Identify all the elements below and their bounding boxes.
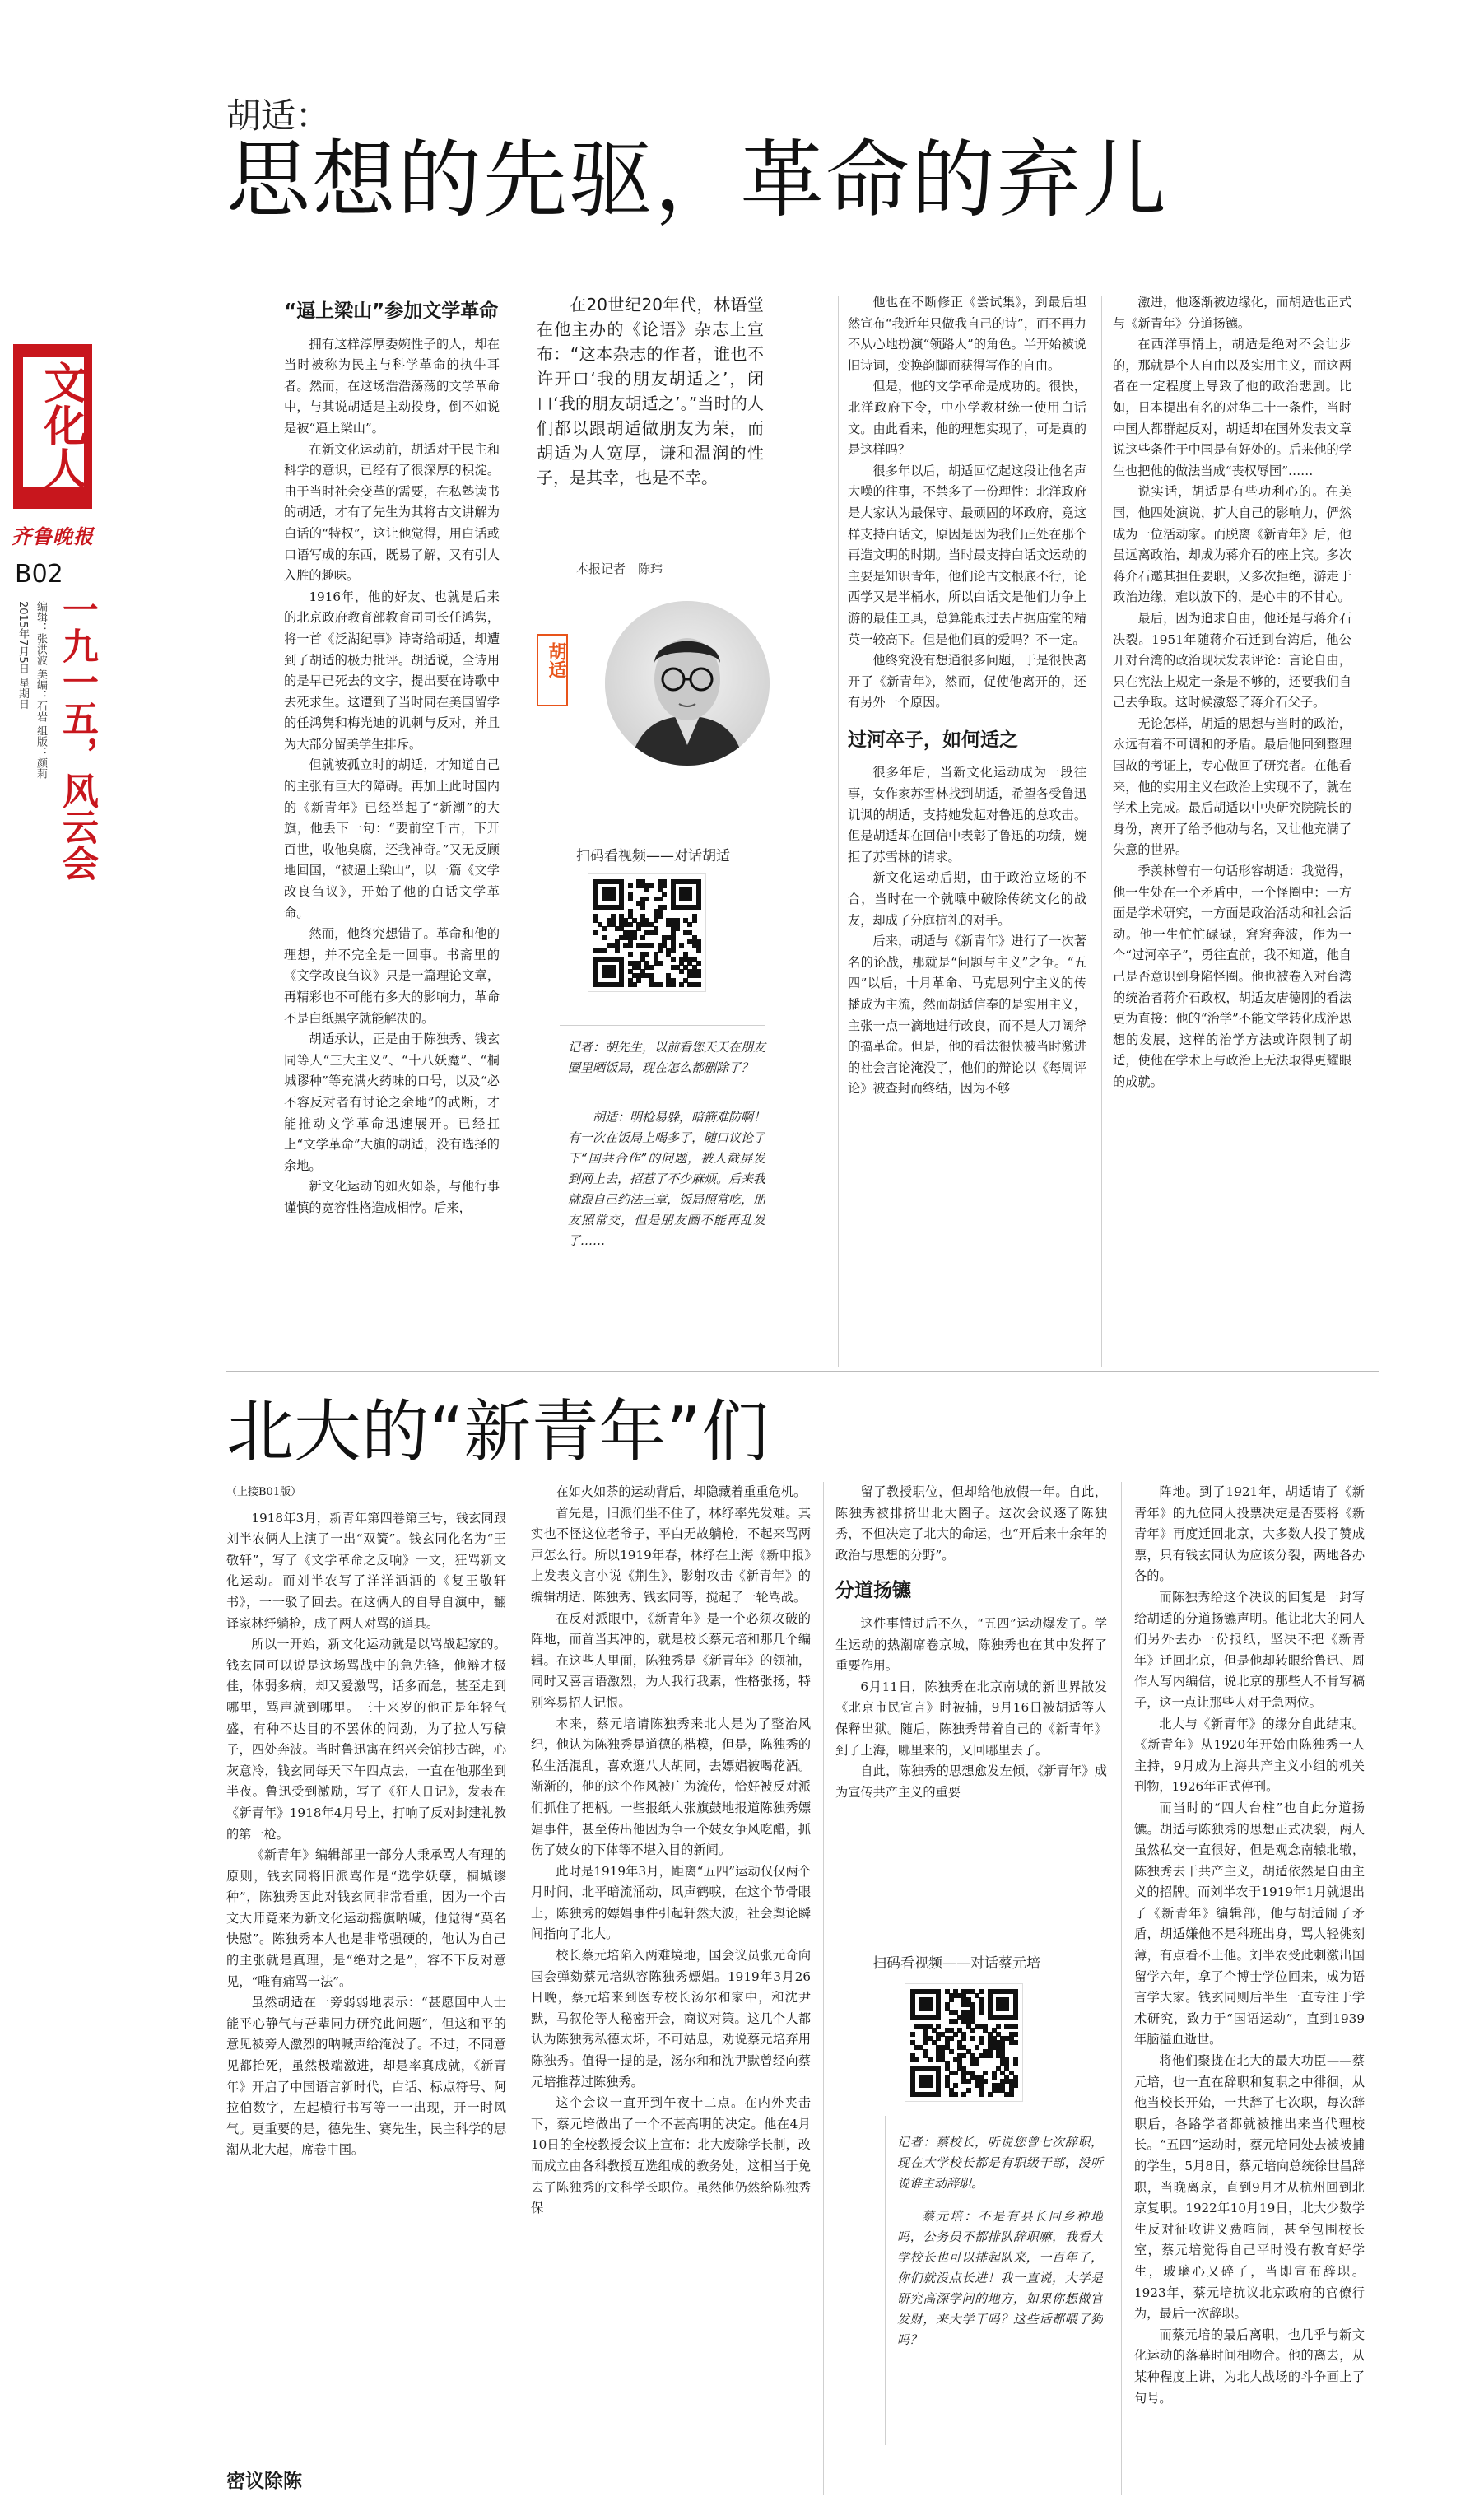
article1-pullquote: 在20世纪20年代，林语堂在他主办的《论语》杂志上宣布：“这本杂志的作者，谁也不许开口‘我的朋友胡适之’，闭口‘我的朋友胡适之’。”当时的人们都以跟胡适做朋友为荣，而胡适为人宽厚，谦和温润的性子，是其幸，也是不幸。: [537, 295, 764, 487]
qr-module: [679, 982, 684, 987]
paragraph: 很多年以后，胡适回忆起这段让他名声大噪的往事，不禁多了一份理性：北洋政府是大家认为最保守、最顽固的坏政府，竟这样支持白话文，原因是因为我们正处在那个再造文明的时期。当时最支持白话文运动的主要是知识青年，他们论古文根底不行，论西学又是半桶水，所以白话文是他们力争上游的最佳工具，总算能跟过去占据庙堂的精英一较高下。但是他们真的爱吗？不一定。: [848, 463, 1086, 647]
qr-module: [640, 935, 645, 940]
portrait-illustration: [605, 601, 770, 766]
interview-answer-cai: 蔡元培：不是有县长回乡种地吗，公务员不都排队辞职嘛，我看大学校长也可以排起队来，一百年了，你们就没点长进！我一直说，大学是研究高深学问的地方，如果你想做官发财，来大学干吗？这些话都喂了狗吗？: [897, 2209, 1103, 2347]
qr-module: [949, 2036, 954, 2041]
paragraph: 而蔡元培的最后离职，也几乎与新文化运动的落幕时间相吻合。他的离去，从某种程度上讲，为北大战场的斗争画上了句号。: [1134, 2327, 1365, 2406]
qr-module: [696, 961, 701, 966]
qr-module: [983, 2079, 988, 2084]
qr-module: [988, 2092, 993, 2097]
qr-module: [1004, 2006, 1009, 2011]
qr-module: [953, 2083, 958, 2088]
qr-module: [615, 948, 620, 953]
qr-module: [658, 897, 663, 901]
paragraph: 在反对派眼中，《新青年》是一个必须攻破的阵地，而首当其冲的，就是校长蔡元培和那几个编辑。在这些人里面，陈独秀是《新青年》的领袖，同时又喜言语激烈，为人我行我素，性格张扬，特别容易招人记恨。: [531, 1610, 811, 1710]
qr-module: [593, 930, 598, 935]
qr-module: [953, 2092, 958, 2097]
paragraph: 无论怎样，胡适的思想与当时的政治，永远有着不可调和的矛盾。最后他回到整理国故的考证上，专心做回了研究者。在他看来，他的实用主义在政治上实现不了，就在学术上完成。最后胡适以中央研究院院长的身份，离开了给予他动与名，又让他充满了失意的世界。: [1113, 715, 1351, 858]
paragraph: 在西洋事情上，胡适是绝对不会让步的，那就是个人自由以及实用主义，而这两者在一定程度上导致了他的政治悲剧。比如，日本提出有名的对华二十一条件，当时中国人都群起反对，胡适却在国外发表文章说这些条件于中国是有好处的。后来他的学生也把他的做法当成“丧权辱国”……: [1113, 337, 1351, 478]
qr-module: [914, 2057, 919, 2062]
qr-module: [996, 2024, 1001, 2029]
section-title: 一九一五，风云会: [56, 591, 98, 881]
qr-module: [979, 2010, 984, 2015]
qr-module: [953, 2071, 958, 2075]
qr-module: [961, 2092, 966, 2097]
paragraph: 虽然胡适在一旁弱弱地表示：“甚愿国中人士能平心静气与吾辈同力研究此问题”，但这和平的意见被旁人激烈的呐喊声给淹没了。不过，不同意见都抬死，虽然极端激进，却是率真成就，《新青年》开启了中国语言新时代，白话、标点符号、阿拉伯数字，左起横行书写等一一出现，开一时风气。更重要的是，德先生、赛先生，民主科学的思潮从北大起，席卷中国。: [226, 1995, 506, 2158]
paragraph: 北大与《新青年》的缘分自此结束。《新青年》从1920年开始由陈独秀一人主持，9月成为上海共产主义小组的机关刊物，1926年正式停刊。: [1134, 1716, 1365, 1795]
masthead-panel: [8, 344, 99, 974]
qr-module: [970, 2036, 975, 2041]
qr-module: [671, 957, 676, 962]
article1-column-1: [284, 296, 500, 1367]
paragraph: 胡适承认，正是由于陈独秀、钱玄同等人“三大主义”、“十八妖魔”、“桐城谬种”等充满火药味的口号，以及“必不容反对者有讨论之余地”的武断，才能推动文学革命迅速展开。已经扛上“文学革命”大旗的胡适，没有选择的余地。: [284, 1032, 500, 1173]
paragraph: 后来，胡适与《新青年》进行了一次著名的论战，那就是“问题与主义”之争。“五四”以后，十月革命、马克思列宁主义的传播成为主流，然而胡适信奉的是实用主义，主张一点一滴地进行改良，而不是大刀阔斧的搞革命。但是，他的看法很快被当时激进的社会言论淹没了，他们的辩论以《每周评论》被查封而终结，因为不够: [848, 934, 1086, 1097]
qr-module: [975, 2045, 979, 2050]
qr-module: [966, 2079, 971, 2084]
column-rule: [1101, 296, 1102, 1367]
interview-question: 记者：胡先生，以前看您天天在朋友圈里晒饭局，现在怎么都删除了？: [568, 1040, 766, 1075]
column-rule: [838, 296, 839, 1367]
qr-module: [658, 914, 663, 919]
paragraph: 《新青年》编辑部里一部分人秉承骂人有理的原则，钱玄同将旧派骂作是“选学妖孽，桐城谬种”，陈独秀因此对钱玄同非常看重，因为一个古文大师竟来为新文化运动摇旗呐喊，他觉得“莫名快慰”。陈独秀本人也是非常强硬的，他认为自己的主张就是真理，是“绝对之是”，容不下反对意见，“唯有痛骂一法”。: [226, 1847, 506, 1989]
qr-module: [602, 926, 607, 931]
qr-module: [970, 2028, 975, 2033]
qr-module: [675, 926, 680, 931]
qr-module: [619, 905, 624, 910]
qr-module: [658, 961, 663, 966]
qr-module: [692, 918, 697, 923]
qr-module: [658, 948, 663, 953]
qr-module: [696, 982, 701, 987]
qr-module: [975, 2061, 979, 2066]
qr-module: [649, 883, 654, 888]
qr-module: [979, 1989, 984, 1994]
paragraph: 自此，陈独秀的思想愈发左倾，《新青年》成为宣传共产主义的重要: [835, 1763, 1107, 1800]
qr-module: [654, 930, 658, 935]
qr-module: [649, 965, 654, 970]
qr-module: [1013, 2040, 1018, 2045]
qr-module: [1013, 2024, 1018, 2029]
qr-module: [928, 2083, 933, 2088]
paragraph: 1918年3月，新青年第四卷第三号，钱玄同跟刘半农俩人上演了一出“双簧”。钱玄同化名为“王敬轩”，写了《文学革命之反响》一文，狂骂新文化运动。而刘半农写了洋洋洒洒的《复王敬轩书》，一一驳了回去。在这俩人的自导自演中，翻译家林纾躺枪，成了两人对骂的道具。: [226, 1510, 506, 1631]
qr-module: [654, 918, 658, 923]
portrait-tag-label: 胡适: [546, 642, 566, 678]
qr-module: [687, 897, 692, 901]
qr-module: [644, 887, 649, 892]
qr-module: [628, 922, 633, 927]
qr-module: [1013, 2015, 1018, 2020]
paragraph: 最后，因为追求自由，他还是与蒋介石决裂。1951年随蒋介石迁到台湾后，他公开对台湾的政治现状发表评论：言论自由，只在宪法上规定一条是不够的，还要我们自己去争取。这时候激怒了蒋介石父子。: [1113, 610, 1351, 710]
qr-module: [628, 952, 633, 957]
qr-module: [662, 883, 667, 888]
qr-module: [966, 2088, 971, 2093]
article2-column-1: [226, 1482, 506, 2457]
qr-module: [602, 935, 607, 940]
qr-module: [1013, 2083, 1018, 2088]
qr-module: [628, 943, 633, 948]
qr-module: [662, 905, 667, 910]
paragraph: 很多年后，当新文化运动成为一段往事，女作家苏雪林找到胡适，希望各受鲁迅讥讽的胡适，支持她发起对鲁迅的总攻击。但是胡适却在回信中表彰了鲁迅的功绩，婉拒了苏雪林的请求。: [848, 765, 1086, 864]
qr-module: [936, 2036, 941, 2041]
qr-module: [988, 2053, 993, 2058]
qr-module: [640, 905, 645, 910]
paragraph: 他终究没有想通很多问题，于是很快离开了《新青年》，然而，促使他离开的，还有另外一个原因。: [848, 653, 1086, 710]
qr-module: [936, 2092, 941, 2097]
article2-column-2: [531, 1482, 811, 2495]
paragraph: 6月11日，陈独秀在北京南城的新世界散发《北京市民宣言》时被捕，9月16日被胡适等人保释出狱。随后，陈独秀带着自己的《新青年》到了上海，哪里来的，又回哪里去了。: [835, 1679, 1107, 1758]
qr-module: [644, 897, 649, 901]
qr-module: [953, 2019, 958, 2024]
hu-shi-portrait: [605, 601, 770, 766]
qr-module: [961, 2053, 966, 2058]
qr-module: [979, 2092, 984, 2097]
qr-module: [602, 948, 607, 953]
paragraph: 新文化运动后期，由于政治立场的不合，当时在一个就嚷中破除传统文化的战友，却成了分庭抗礼的对手。: [848, 870, 1086, 928]
qr-module: [936, 2024, 941, 2029]
qr-caption-cai: 扫码看视频——对话蔡元培: [872, 1955, 1040, 1972]
article1-column-3: [848, 292, 1086, 1354]
paragraph: 他也在不断修正《尝试集》，到最后坦然宣布“我近年只做我自己的诗”，而不再力不从心地扮演“领路人”的角色。半开始被说旧诗词，变换韵脚而获得写作的自由。: [848, 295, 1086, 373]
qr-module: [953, 2032, 958, 2037]
paragraph: 拥有这样淳厚委婉性子的人，却在当时被称为民主与科学革命的执牛耳者。然而，在这场浩浩荡荡的文学革命中，与其说胡适是主动投身，倒不如说是被“逼上梁山”。: [284, 336, 500, 436]
qr-module: [679, 969, 684, 974]
article1-kicker: 胡适：: [226, 96, 331, 136]
paragraph: 而当时的“四大台柱”也自此分道扬镳。胡适与陈独秀的思想正式决裂，两人虽然私交一直很好，但是观念南辕北辙，陈独秀去干共产主义，胡适依然是自由主义的招牌。而刘半农于1919年1月就退出了《新青年》编辑部，他与胡适闹了矛盾，胡适嫌他不是科班出身，骂人轻佻刻薄，有点看不上他。刘半农受此刺激出国留学六年，拿了个博士学位回来，成为语言学大家。钱玄同则后半生一直专注于学术研究，致力于“国语运动”，直到1939年脑溢血逝世。: [1134, 1800, 1365, 2047]
qr-module: [949, 2049, 954, 2054]
qr-module: [679, 943, 684, 948]
page-credits: 编辑：张洪波 美编：石岩 组版：颜莉: [35, 601, 47, 780]
paragraph: 激进，他逐渐被边缘化，而胡适也正式与《新青年》分道扬镳。: [1113, 295, 1351, 331]
paragraph: 1916年，他的好友、也就是后来的北京政府教育部教育司司长任鸿隽，将一首《泛湖纪事》诗寄给胡适，却遭到了胡适的极力批评。胡适说，全诗用的是早已死去的文字，提出要在诗歌中去死求生。这遭到了当时同在美国留学的任鸿隽和梅光迪的讥刺与反对，并且为大部分留美学生排斥。: [284, 589, 500, 752]
paragraph: 本来，蔡元培请陈独秀来北大是为了整治风纪，他认为陈独秀是道德的楷模，但是，陈独秀的私生活混乱，喜欢逛八大胡同，去嫖娼被喝花酒。渐渐的，他的这个作风被广为流传，恰好被反对派们抓住了把柄。一些报纸大张旗鼓地报道陈独秀嫖娼事件，甚至传出他因为争一个妓女争风吃醋，抓伤了妓女的下体等不堪入目的新闻。: [531, 1716, 811, 1858]
qr-module: [671, 948, 676, 953]
qr-module: [696, 973, 701, 978]
qr-module: [992, 2075, 997, 2080]
paragraph: 季羡林曾有一句话形容胡适：我觉得，他一生处在一个矛盾中，一个怪圈中：一方面是学术研究，一方面是政治活动和社会活动。他一生忙忙碌碌，窘窘奔波，作为一个“过河卒子”，勇往直前，我不知道，他自己是否意识到身陷怪圈。他也被卷入对台湾的统治者蒋介石政权，胡适友唐德刚的看法更为直接：他的“治学”不能文学转化成治思想的发展，这样的治学方法或许限制了胡适，使他在学术上与政治上无法取得更耀眼的成就。: [1113, 864, 1351, 1089]
page-number: B02: [15, 560, 63, 589]
qr-module: [928, 2006, 933, 2011]
paper-logo: 齐鲁晚报: [12, 524, 94, 548]
article2-headline: 北大的“新青年”们: [226, 1393, 769, 1471]
qr-code-cai-yuanpei[interactable]: [905, 1984, 1022, 2101]
qr-module: [687, 922, 692, 927]
qr-module: [1013, 2032, 1018, 2037]
qr-module: [910, 2032, 915, 2037]
interview-rule: [560, 1025, 765, 1026]
qr-module: [636, 978, 641, 983]
section-divider: [226, 1371, 1379, 1372]
paragraph: 而陈独秀给这个决议的回复是一封写给胡适的分道扬镳声明。他让北大的同人们另外去办一份报纸，坚决不把《新青年》迁回北京，但是他却转眼给鲁迅、周作人写内编信，说北京的那些人不肯写稿子，这一点让那些人对于急两位。: [1134, 1589, 1365, 1710]
interview-question-cai: 记者：蔡校长，听说您曾七次辞职，现在大学校长都是有职级干部，没听说谁主动辞职。: [897, 2135, 1103, 2191]
qr-module: [632, 982, 637, 987]
article1-column-4: [1113, 292, 1351, 1354]
qr-code-hu-shi[interactable]: [588, 874, 705, 991]
qr-module: [961, 2036, 966, 2041]
qr-module: [936, 2015, 941, 2020]
interview-rule-left: [885, 2116, 886, 2445]
qr-module: [658, 982, 663, 987]
interview-answer: 胡适：明枪易躲，暗箭难防啊！有一次在饭局上喝多了，随口议论了下“国共合作”的问题，被人截屏发到网上去，招惹了不少麻烦。后来我就跟自己约法三章，饭局照常吃，朋友照常交，但是朋友圈不能再乱发了……: [568, 1110, 765, 1248]
qr-module: [696, 948, 701, 953]
paragraph: 说实话，胡适是有些功利心的。在美国，他四处演说，扩大自己的影响力，俨然成为一位活动家。而脱离《新青年》后，他虽远离政治，却成为蒋介石的座上宾。多次蒋介石邀其担任要职，又多次拒绝，游走于政治边缘，难以放下的，是心中的不甘心。: [1113, 484, 1351, 605]
qr-module: [979, 2040, 984, 2045]
paragraph: 校长蔡元培陷入两难境地，国会议员张元奇向国会弹劾蔡元培纵容陈独秀嫖娼。1919年3月26日晚，蔡元培来到医专校长汤尔和家中，和沈尹默，马叙伦等人秘密开会，商议对策。这几个人都认为陈独秀私德太坏，不可姑息，劝说蔡元培弃用陈独秀。值得一提的是，汤尔和和沈尹默曾经向蔡元培推荐过陈独秀。: [531, 1948, 811, 2089]
paragraph: 新文化运动的如火如荼，与他行事谨慎的宽容性格造成相悖。后来，: [284, 1179, 500, 1215]
qr-module: [696, 905, 701, 910]
paragraph: 将他们聚拢在北大的最大功臣——蔡元培，也一直在辞职和复职之中徘徊，从他当校长开始，一共辞了七次职，每次辞职后，各路学者都就被推出来当代理校长。“五四”运动时，蔡元培同处去被被捕的学生，5月8日，蔡元培向总统徐世昌辞职，当晚离京，直到9月才从杭州回到北京复职。1922年10月19日，北大少数学生反对征收讲义费喧闹，甚至包围校长室，蔡元培觉得自己平时没有教育好学生，玻璃心又碎了，当即宣布辞职。1923年，蔡元培抗议北京政府的官僚行为，最后一次辞职。: [1134, 2053, 1365, 2322]
continued-note: （上接B01版）: [226, 1486, 302, 1498]
column-name: 文化人: [36, 361, 86, 489]
qr-module: [662, 892, 667, 897]
paragraph: 这个会议一直开到午夜十二点。在内外夹击下，蔡元培做出了一个不甚高明的决定。他在4月10日的全校教授会议上宣布：北大废除学长制，改而成立由各科教授互选组成的教务处，这相当于免去了陈独秀的文科学长职位。虽然他仍然给陈独秀保: [531, 2095, 811, 2216]
article1-headline: 思想的先驱，革命的弃儿: [226, 132, 1168, 230]
qr-module: [928, 2057, 933, 2062]
qr-module: [1009, 2092, 1014, 2097]
qr-module: [1013, 2061, 1018, 2066]
article1-subhead-2: 过河卒子，如何适之: [848, 729, 1018, 751]
qr-module: [611, 973, 616, 978]
paragraph: 这件事情过后不久，“五四”运动爆发了。学生运动的热潮席卷京城，陈独秀也在其中发挥了重要作用。: [835, 1615, 1107, 1674]
qr-module: [671, 982, 676, 987]
qr-module: [619, 982, 624, 987]
column-rule: [1121, 1482, 1122, 2495]
paragraph: 在如火如荼的运动背后，却隐藏着重重危机。: [556, 1484, 807, 1499]
paragraph: 然而，他终究想错了。革命和他的理想，并不完全是一回事。书斋里的《文学改良刍议》只是一篇理论文章，再精彩也不可能有多大的影响力，革命不是白纸黑字就能解决的。: [284, 926, 500, 1026]
paragraph: 在新文化运动前，胡适对于民主和科学的意识，已经有了很深厚的积淀。由于当时社会变革的需要，在私塾读书的胡适，才有了先生为其将古文讲解为白话的“特权”，这让他觉得，用白话或口语写成的东西，既易了解，又有引人入胜的趣味。: [284, 441, 500, 584]
qr-module: [644, 952, 649, 957]
paragraph: 所以一开始，新文化运动就是以骂战起家的。钱玄同可以说是这场骂战中的急先锋，他辩才极佳，体弱多病，却又爱激骂，话多而急，甚至走到哪里，骂声就到哪里。三十来岁的他正是年轻气盛，有种不达目的不罢休的闹劲，为了拉人写稿子，四处奔波。当时鲁迅寓在绍兴会馆抄古碑，心灰意冷，钱玄同每天下午四点去，一直在他那坐到半夜。鲁迅受到激励，写了《狂人日记》，发表在《新青年》1918年4月号上，打响了反对封建礼教的第一枪。: [226, 1637, 506, 1842]
column-rule: [823, 1482, 824, 2495]
paragraph: 阵地。到了1921年，胡适请了《新青年》的九位同人投票决定是否要将《新青年》再度迁回北京，大多数人投了赞成票，只有钱玄同认为应该分裂，两地各办各的。: [1134, 1484, 1365, 1584]
qr-module: [923, 2040, 928, 2045]
qr-module: [983, 2071, 988, 2075]
byline: 本报记者 陈玮: [576, 561, 663, 576]
qr-caption: 扫码看视频——对话胡适: [576, 848, 730, 864]
paragraph: 但就被孤立时的胡适，才知道自己的主张有巨大的障碍。再加上此时国内的《新青年》已经举起了“新潮”的大旗，他丢下一句：“要前空千古，下开百世，收他臭腐，还我神奇。”又无反顾地回国，“被逼上梁山”，以一篇《文学改良刍议》，开始了他的白话文学革命。: [284, 757, 500, 920]
paragraph: 此时是1919年3月，距离“五四”运动仅仅两个月时间，北平暗流涌动，风声鹤唳，在这个节骨眼上，陈独秀的嫖娼事件引起轩然大波，社会舆论瞬间指向了北大。: [531, 1863, 811, 1942]
paragraph: 首先是，旧派们坐不住了，林纾率先发难。其实也不怪这位老爷子，平白无故躺枪，不起来骂两声怎么行。所以1919年春，林纾在上海《新申报》上发表文言小说《荆生》，影射攻击《新青年》的编辑胡适、陈独秀、钱玄同等，搅起了一轮骂战。: [531, 1505, 811, 1605]
article2-subhead-dispute: 分道扬镳: [835, 1580, 911, 1602]
qr-module: [632, 935, 637, 940]
qr-module: [628, 897, 633, 901]
qr-module: [949, 1997, 954, 2002]
page-date: 2015年7月5日 星期日: [16, 601, 29, 710]
qr-module: [628, 883, 633, 888]
qr-module: [611, 897, 616, 901]
paragraph: 留了教授职位，但却给他放假一年。自此，陈独秀被排挤出北大圈子。这次会议逐了陈独秀，不但决定了北大的命运，也“开后来十余年的政治与思想的分野”。: [835, 1484, 1107, 1563]
article1-subhead-1: “逼上梁山”参加文学革命: [284, 300, 499, 322]
qr-module: [636, 926, 641, 931]
article2-column-4: [1134, 1482, 1365, 2495]
subhead-bottom: 密议除陈: [226, 2471, 302, 2492]
paragraph: 但是，他的文学革命是成功的。很快，北洋政府下令，中小学教材统一使用白话文。由此看来，他的理想实现了，可是真的是这样吗？: [848, 379, 1086, 458]
qr-module: [649, 943, 654, 948]
